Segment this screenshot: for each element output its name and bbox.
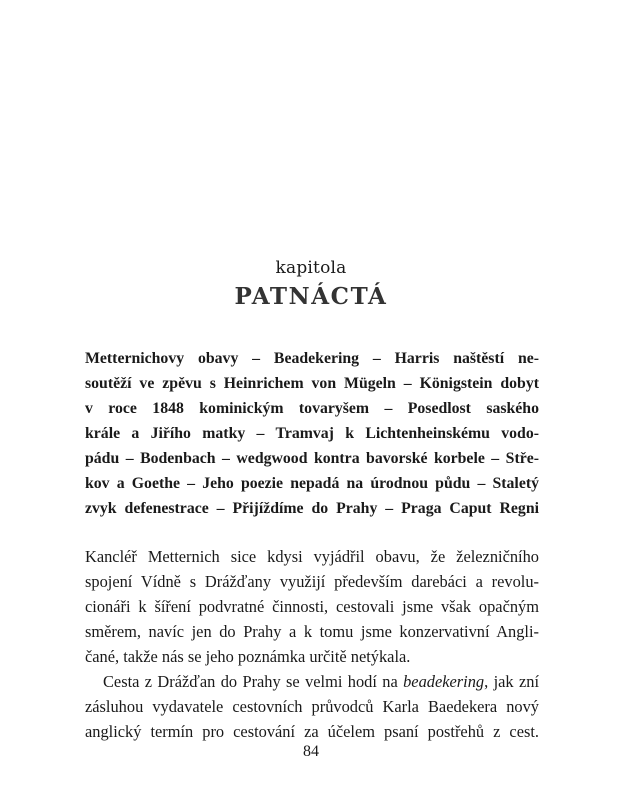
- paragraph-1-line: cionáři k šíření podvratné činnosti, cestovali jsme však opačným: [85, 597, 539, 616]
- paragraph-1-line: čané, takže nás se jeho poznámka určitě netýkala.: [85, 647, 411, 666]
- chapter-synopsis: [85, 346, 539, 521]
- synopsis-line: soutěží ve zpěvu s Heinrichem von Mügeln – Königstein dobyt: [85, 375, 539, 392]
- body-text: [85, 544, 539, 744]
- italic-term: beadekering: [403, 672, 485, 691]
- synopsis-line: v roce 1848 kominickým tovaryšem – Posedlost saského: [85, 400, 539, 417]
- synopsis-line: kov a Goethe – Jeho poezie nepadá na úrodnou půdu – Staletý: [85, 475, 539, 492]
- paragraph-2-line: anglický termín pro cestování za účelem psaní postřehů z cest.: [85, 722, 539, 741]
- synopsis-line: zvyk defenestrace – Přijíždíme do Prahy – Praga Caput Regni: [85, 500, 539, 517]
- synopsis-line: Metternichovy obavy – Beadekering – Harris naštěstí ne-: [85, 350, 539, 367]
- page-number: 84: [303, 743, 319, 760]
- chapter-label: kapitola: [275, 258, 347, 278]
- paragraph-1-line: směrem, navíc jen do Prahy a k tomu jsme konzervativní Angli-: [85, 622, 539, 641]
- synopsis-line: pádu – Bodenbach – wedgwood kontra bavorské korbele – Stře-: [85, 450, 539, 467]
- paragraph-2-text: Cesta z Drážďan do Prahy se velmi hodí na: [103, 672, 404, 691]
- paragraph-2-line: zásluhou vydavatele cestovních průvodců Karla Baedekera nový: [85, 697, 539, 716]
- paragraph-2-line-first: [85, 669, 539, 694]
- synopsis-line: krále a Jiřího matky – Tramvaj k Lichtenheinskému vodo-: [85, 425, 539, 442]
- paragraph-2-text: , jak zní: [484, 672, 540, 691]
- paragraph-1-line: spojení Vídně s Drážďany využijí především darebáci a revolu-: [85, 572, 539, 591]
- chapter-title: PATNÁCTÁ: [234, 283, 388, 310]
- paragraph-1-line: Kancléř Metternich sice kdysi vyjádřil obavu, že železničního: [85, 547, 539, 566]
